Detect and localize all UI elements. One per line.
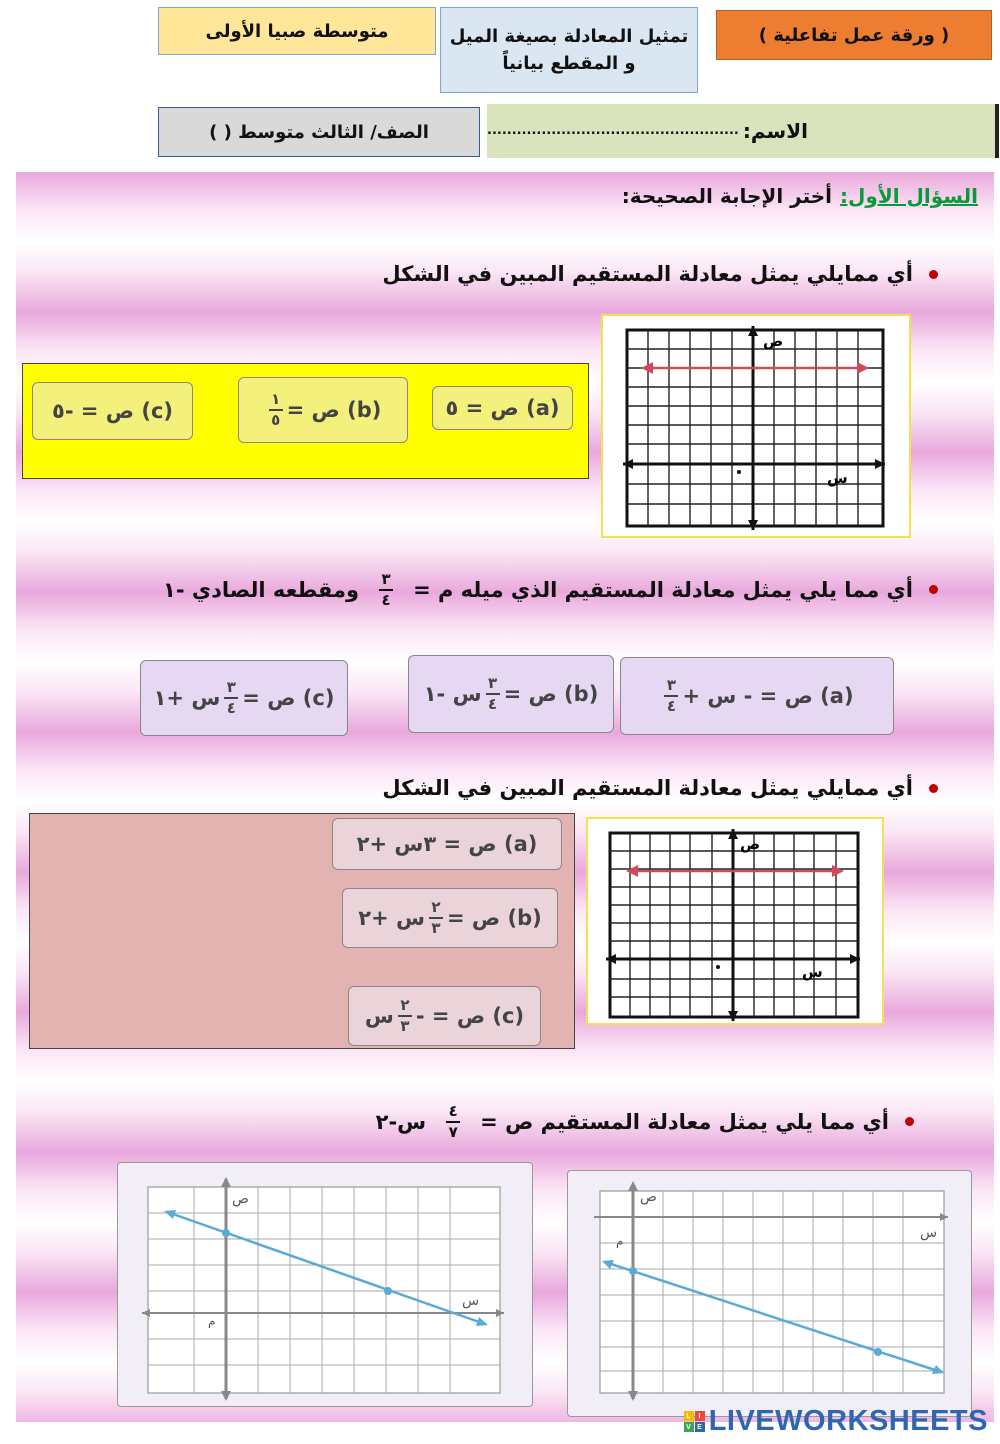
fraction xyxy=(429,900,443,936)
y-axis-arrow-up-icon xyxy=(628,1181,638,1191)
option-suffix: س xyxy=(364,1004,394,1028)
option-text: ص = xyxy=(503,682,557,706)
bullet-icon xyxy=(929,585,938,594)
item1-option-c[interactable] xyxy=(32,382,193,440)
option-letter: (a) xyxy=(820,684,854,708)
option-letter: (c) xyxy=(302,686,335,710)
item2-stem-text: أي مما يلي يمثل معادلة المستقيم الذي ميله م = xyxy=(413,577,913,602)
item3-stem-text: أي ممايلي يمثل معادلة المستقيم المبين في الشكل xyxy=(382,776,913,800)
logo-letter: L xyxy=(684,1411,694,1421)
bullet-icon xyxy=(929,784,938,793)
y-axis-label: ص xyxy=(740,835,761,853)
item4-stem xyxy=(376,1104,914,1140)
item1-stem xyxy=(382,262,938,286)
item1-option-b[interactable] xyxy=(238,377,408,443)
frac-numerator: ١ xyxy=(271,390,281,409)
question-instruction: أختر الإجابة الصحيحة: xyxy=(621,184,833,208)
item3-graph xyxy=(586,817,884,1025)
worksheet-label: ( ورقة عمل تفاعلية ) xyxy=(716,10,992,60)
frac-denominator: ٥ xyxy=(271,410,281,429)
logo-text: LIVEWORKSHEETS xyxy=(708,1405,988,1437)
item4-graph-option-right[interactable] xyxy=(567,1170,972,1417)
item2-option-c[interactable] xyxy=(140,660,348,736)
item4-stem-text: أي مما يلي يمثل معادلة المستقيم ص = xyxy=(480,1109,889,1134)
school-name: متوسطة صبيا الأولى xyxy=(158,7,436,55)
lesson-title-line1: تمثيل المعادلة بصيغة الميل xyxy=(449,26,689,47)
grid-border xyxy=(600,1191,944,1393)
lesson-title xyxy=(440,7,698,93)
frac-numerator: ٤ xyxy=(448,1102,458,1120)
fraction xyxy=(446,1104,460,1140)
frac-numerator: ٣ xyxy=(487,674,498,693)
logo-icon xyxy=(684,1411,705,1432)
option-letter: (b) xyxy=(564,682,599,706)
item2-option-a[interactable] xyxy=(620,657,894,735)
graph-svg xyxy=(588,819,882,1023)
x-axis-label: س xyxy=(802,963,823,981)
y-axis-label: ص xyxy=(640,1189,657,1205)
frac-denominator: ٤ xyxy=(487,694,498,713)
item3-option-b[interactable] xyxy=(342,888,558,948)
option-text: ص = - xyxy=(415,1004,486,1028)
logo-letter: E xyxy=(695,1422,705,1432)
option-suffix: س +١ xyxy=(153,686,221,710)
frac-denominator: ٣ xyxy=(431,918,441,937)
item1-graph xyxy=(601,314,911,538)
x-axis-label: س xyxy=(462,1293,480,1309)
x-axis-arrow-left-icon xyxy=(142,1309,150,1317)
frac-denominator: ٤ xyxy=(381,590,391,609)
fraction xyxy=(486,676,500,712)
item1-option-a[interactable] xyxy=(432,386,573,430)
item1-stem-text: أي ممايلي يمثل معادلة المستقيم المبين في الشكل xyxy=(382,262,913,286)
item2-stem xyxy=(163,572,938,608)
option-letter: (b) xyxy=(347,398,382,422)
question-heading xyxy=(622,184,978,208)
point-icon xyxy=(384,1287,392,1295)
logo-letter: I xyxy=(695,1411,705,1421)
frac-denominator: ٣ xyxy=(400,1016,410,1035)
option-letter: (c) xyxy=(492,1004,525,1028)
option-letter: (a) xyxy=(526,396,560,420)
origin-dot xyxy=(716,965,720,969)
item4-graph-option-left[interactable] xyxy=(117,1162,533,1407)
frac-denominator: ٤ xyxy=(666,696,677,715)
name-dots: ................................................... xyxy=(487,123,739,139)
option-text: ص = ٣س +٢ xyxy=(356,832,497,856)
option-letter: (c) xyxy=(141,399,173,423)
point-icon xyxy=(629,1267,637,1275)
option-text: ص = - س + xyxy=(682,684,813,708)
origin-dot xyxy=(737,470,741,474)
y-axis-arrow-up-icon xyxy=(221,1177,231,1187)
y-axis-arrow-down-icon xyxy=(628,1391,638,1401)
name-label: الاسم: xyxy=(742,119,808,143)
graph-svg xyxy=(603,316,909,536)
frac-numerator: ٣ xyxy=(226,678,236,697)
fraction xyxy=(224,680,238,716)
item3-option-c[interactable] xyxy=(348,986,541,1046)
bullet-icon xyxy=(929,270,938,279)
frac-numerator: ٣ xyxy=(666,676,677,695)
option-text: ص = -٥ xyxy=(52,399,135,423)
option-text: ص = ٥ xyxy=(445,396,519,420)
item3-option-a[interactable] xyxy=(332,818,562,870)
option-text: ص = xyxy=(242,686,296,710)
origin-label: م xyxy=(616,1234,624,1248)
logo-letter: V xyxy=(684,1422,694,1432)
option-letter: (b) xyxy=(507,906,542,930)
option-suffix: س -١ xyxy=(423,682,482,706)
fraction xyxy=(269,392,283,428)
bullet-icon xyxy=(905,1117,914,1126)
grade-field: الصف/ الثالث متوسط ( ) xyxy=(158,107,480,157)
fraction xyxy=(379,572,393,608)
point-icon xyxy=(222,1229,230,1237)
frac-numerator: ٢ xyxy=(400,996,410,1015)
option-text: ص = xyxy=(447,906,501,930)
grid-border xyxy=(627,330,883,526)
fraction xyxy=(398,998,412,1034)
frac-numerator: ٣ xyxy=(381,570,391,588)
frac-denominator: ٧ xyxy=(448,1122,458,1141)
option-letter: (a) xyxy=(503,832,538,856)
origin-label: م xyxy=(208,1314,216,1328)
y-axis-label: ص xyxy=(763,332,784,350)
x-axis-label: س xyxy=(920,1225,938,1241)
y-axis-label: ص xyxy=(232,1191,249,1207)
x-axis-label: س xyxy=(827,469,848,487)
item4-stem-post: س-٢ xyxy=(375,1109,427,1134)
y-axis-arrow-down-icon xyxy=(221,1391,231,1401)
grid-border xyxy=(148,1187,500,1393)
question-lead: السؤال الأول: xyxy=(840,184,978,208)
frac-denominator: ٤ xyxy=(226,698,236,717)
graph-svg xyxy=(118,1163,532,1406)
frac-numerator: ٢ xyxy=(431,898,441,917)
option-suffix: س +٢ xyxy=(358,906,425,930)
fraction xyxy=(664,678,678,714)
item2-option-b[interactable] xyxy=(408,655,614,733)
graph-svg xyxy=(568,1171,971,1416)
item2-stem-post: ومقطعه الصادي -١ xyxy=(163,577,360,602)
lesson-title-line2: و المقطع بيانياً xyxy=(502,53,636,74)
option-text: ص = xyxy=(286,398,340,422)
name-field[interactable] xyxy=(487,104,999,158)
liveworksheets-logo xyxy=(684,1405,988,1438)
item3-stem xyxy=(382,776,938,800)
point-icon xyxy=(874,1348,882,1356)
